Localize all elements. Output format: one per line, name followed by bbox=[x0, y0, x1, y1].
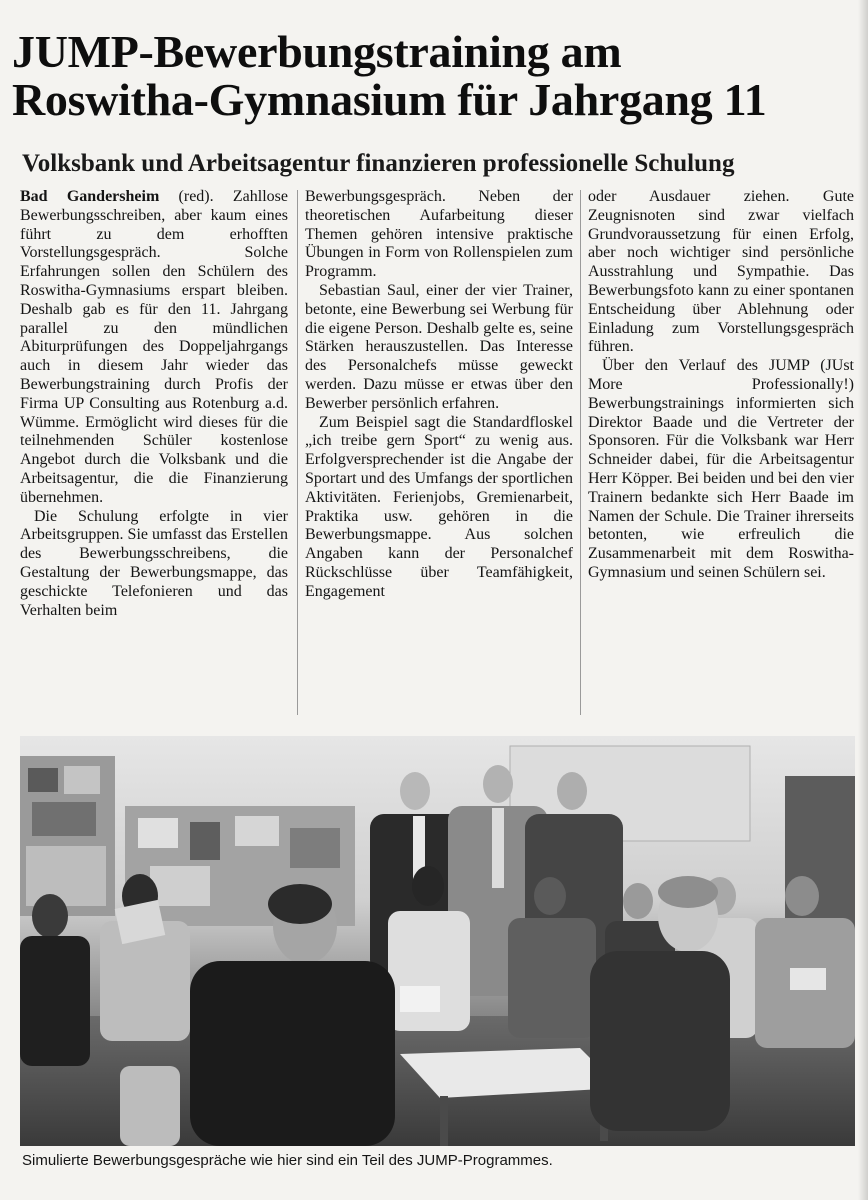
headline bbox=[12, 28, 862, 124]
article-column-1 bbox=[20, 188, 288, 620]
subheadline: Volksbank und Arbeitsagentur finanzieren professionelle Schulung bbox=[22, 150, 735, 177]
photo-caption: Simulierte Bewerbungsgespräche wie hier sind ein Teil des JUMP-Programmes. bbox=[22, 1152, 553, 1169]
paragraph: oder Ausdauer ziehen. Gute Zeugnisnoten sind zwar vielfach Grundvoraussetzung für einen Erfolg, aber noch wichtiger sind persönliche Ausstrahlung und Sympathie. Das Bewerbungsfoto kann zu einer spontanen Entscheidung über Ablehnung oder Einladung zum Vorstellungsgespräch führen. bbox=[588, 188, 854, 356]
paragraph: Sebastian Saul, einer der vier Trainer, betonte, eine Bewerbung sei Werbung für die eigene Person. Deshalb gelte es, seine Stärken herauszustellen. Das Interesse des Personalchefs müsse geweckt werden. Dazu müsse er etwas über den Bewerber persönlich erfahren. bbox=[305, 281, 573, 412]
column-divider bbox=[580, 190, 581, 715]
headline-line-2: Roswitha-Gymnasium für Jahrgang 11 bbox=[12, 74, 767, 125]
paragraph: Die Schulung erfolgte in vier Arbeitsgruppen. Sie umfasst das Erstellen des Bewerbungsschreibens, die Gestaltung der Bewerbungsmappe, das geschickte Telefonieren und das Verhalten beim bbox=[20, 507, 288, 619]
paragraph: Zum Beispiel sagt die Standardfloskel „ich treibe gern Sport“ zu wenig aus. Erfolgversprechender ist die Angabe der Sportart und des Umfangs der sportlichen Aktivitäten. Ferienjobs, Gremienarbeit, Praktika usw. gehören in die Bewerbungsmappe. Aus solchen Angaben kann der Personalchef Rückschlüsse über Teamfähigkeit, Engagement bbox=[305, 413, 573, 600]
paragraph-text: (red). Zahllose Bewerbungsschreiben, aber kaum eines führt zu dem erhofften Vorstellungsgespräch. Solche Erfahrungen sollen den Schülern des Roswitha-Gymnasiums erspart bleiben. Deshalb gab es für den 11. Jahrgang parallel zu den mündlichen Abiturprüfungen des Doppeljahrgangs auch in diesem Jahr wieder das Bewerbungstraining durch Profis der Firma UP Consulting aus Rotenburg a.d. Wümme. Ermöglicht wird dieses für die teilnehmenden Schüler kostenlose Angebot durch die Volksbank und die Arbeitsagentur, die die Finanzierung übernehmen. bbox=[20, 188, 288, 506]
paragraph bbox=[20, 188, 288, 508]
article-column-3 bbox=[588, 188, 854, 583]
paragraph: Über den Verlauf des JUMP (JUst More Professionally!) Bewerbungstrainings informierten sich Direktor Baade und die Vertreter der Sponsoren. Für die Volksbank war Herr Schneider dabei, für die Arbeitsagentur Herr Köpper. Bei beiden und bei den vier Trainern bedankte sich Herr Baade im Namen der Schule. Die Trainer ihrerseits betonten, wie erfreulich die Zusammenarbeit mit dem Roswitha-Gymnasium und seinen Schülern sei. bbox=[588, 357, 854, 581]
scan-edge-shadow bbox=[858, 0, 868, 1200]
dateline: Bad Gandersheim bbox=[20, 188, 160, 205]
column-divider bbox=[297, 190, 298, 715]
headline-line-1: JUMP-Bewerbungstraining am bbox=[12, 26, 622, 77]
classroom-photo-illustration bbox=[20, 736, 855, 1146]
paragraph: Bewerbungsgespräch. Neben der theoretischen Aufarbeitung dieser Themen gehören intensive praktische Übungen in Form von Rollenspielen zum Programm. bbox=[305, 188, 573, 281]
article-photo bbox=[20, 736, 855, 1146]
article-column-2 bbox=[305, 188, 573, 602]
